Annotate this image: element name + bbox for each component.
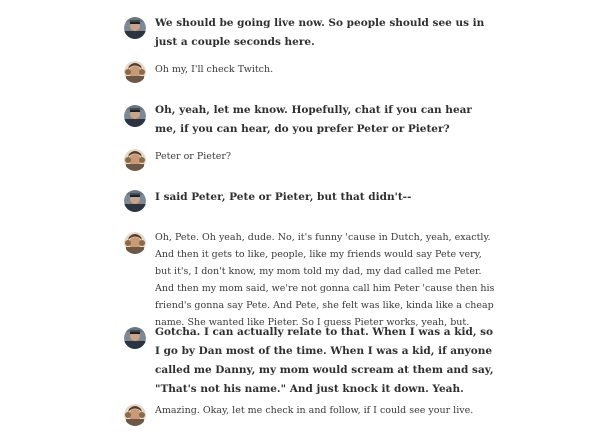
host-avatar-icon — [124, 17, 146, 39]
guest-avatar-icon — [124, 404, 146, 426]
message-text: Oh, yeah, let me know. Hopefully, chat if you can hear me, if you can hear, do you prefer Peter or Pieter? — [155, 104, 472, 135]
message-text: I said Peter, Pete or Pieter, but that didn't-- — [155, 191, 412, 203]
message-text: Oh, Pete. Oh yeah, dude. No, it's funny 'cause in Dutch, yeah, exactly. And then it gets to like, people, like my friends would say Pete very, but it's, I don't know, my mom told my dad, my dad called me Peter. And then my mom said, we're not gonna call him Peter 'cause then his friend's gonna say Pete. And Pete, she felt was like, kinda like a cheap name. She wanted like Pieter. So I guess Pieter works, yeah, but. — [155, 232, 495, 328]
host-avatar-icon — [124, 190, 146, 212]
guest-avatar-icon — [124, 232, 146, 254]
message-text: Amazing. Okay, let me check in and follow, if I could see your live. — [155, 405, 474, 416]
message-text: Gotcha. I can actually relate to that. When I was a kid, so I go by Dan most of the time. When I was a kid, if anyone called me Danny, my mom would scream at them and say, "That's not his name." And just knock it down. Yeah. — [155, 326, 494, 395]
message-text: Peter or Pieter? — [155, 151, 231, 162]
message-text: Oh my, I'll check Twitch. — [155, 64, 274, 75]
host-avatar-icon — [124, 105, 146, 127]
host-avatar-icon — [124, 327, 146, 349]
message-text: We should be going live now. So people should see us in just a couple seconds here. — [155, 17, 485, 48]
guest-avatar-icon — [124, 149, 146, 171]
guest-avatar-icon — [124, 61, 146, 83]
